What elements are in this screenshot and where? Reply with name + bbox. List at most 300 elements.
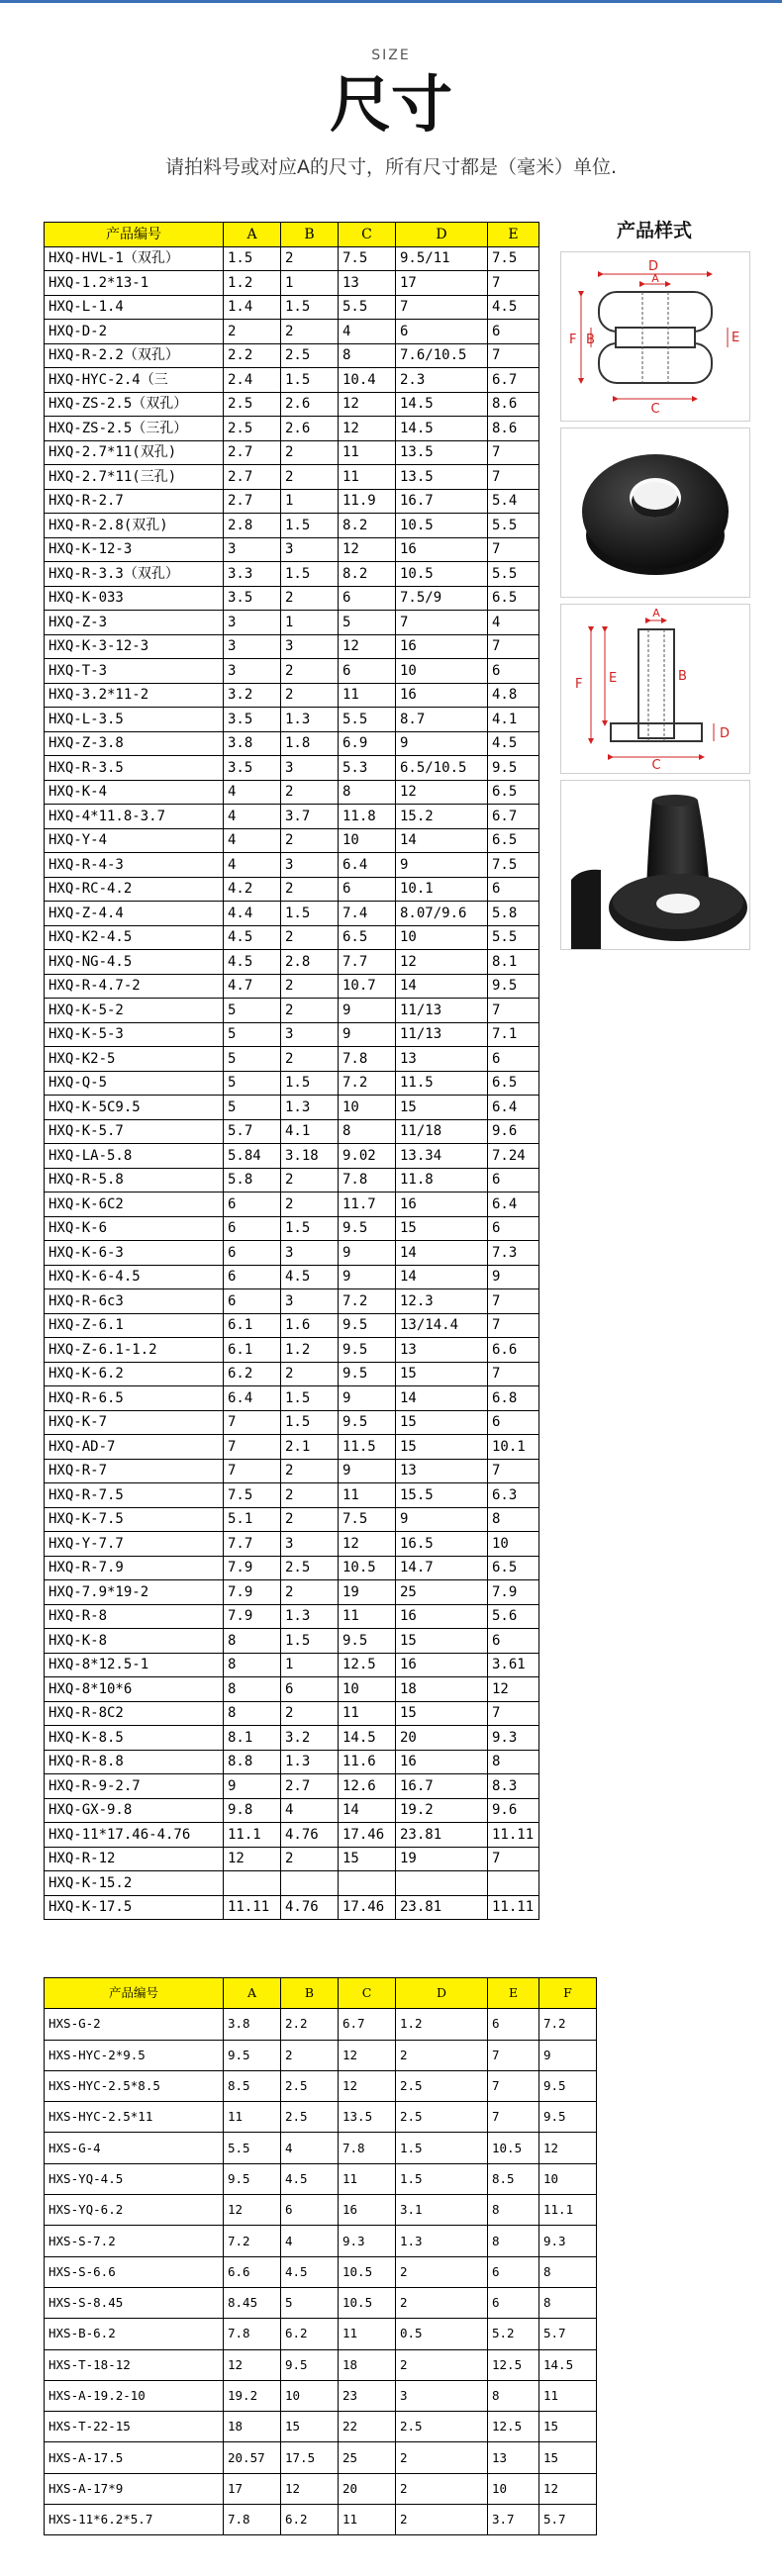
dimension-cell: 10 [396,659,488,684]
dimension-cell: 10 [339,1677,396,1702]
part-number-cell: HXQ-R-8 [45,1604,224,1629]
dimension-cell: 4.2 [224,877,281,902]
part-number-cell: HXQ-R-4-3 [45,853,224,878]
table-row [45,368,539,393]
part-number-cell: HXQ-R-7.5 [45,1483,224,1508]
dimension-cell: 11/18 [396,1119,488,1144]
dimension-cell: 6 [488,877,539,902]
table-row [45,1653,539,1677]
dimension-cell: 11.1 [539,2195,597,2226]
table-row [45,2040,597,2070]
part-number-cell: HXQ-11*17.46-4.76 [45,1823,224,1848]
dimension-cell: 1.2 [396,2009,488,2040]
part-number-cell: HXQ-D-2 [45,320,224,344]
dimension-cell: 10 [539,2163,597,2194]
sleeve-label-d: D [720,726,731,741]
dimension-cell: 1.5 [281,1216,339,1241]
dimension-cell: 7.9 [224,1580,281,1605]
part-number-cell: HXQ-K-3-12-3 [45,634,224,659]
column-header: A [224,223,281,247]
table-row [45,1144,539,1169]
dimension-cell: 6.3 [488,1483,539,1508]
dimension-cell: 4 [224,805,281,829]
dimension-cell: 2 [396,2256,488,2287]
dimension-cell: 5.8 [224,1168,281,1193]
dimension-cell: 5.6 [488,1604,539,1629]
dimension-cell: 12.6 [339,1774,396,1799]
dimension-cell: 6.8 [488,1386,539,1411]
part-number-cell: HXQ-3.2*11-2 [45,683,224,708]
table-row [45,1386,539,1411]
dimension-cell: 10.1 [396,877,488,902]
part-number-cell: HXQ-K-5C9.5 [45,1096,224,1120]
dimension-cell: 2 [281,246,339,271]
dimension-cell: 2 [281,974,339,999]
table-row [45,1604,539,1629]
dimension-cell: 11/13 [396,999,488,1023]
dimension-cell: 5.5 [488,562,539,587]
dimension-cell: 12 [339,537,396,562]
dimension-cell: 8.1 [488,950,539,975]
dimension-cell: 5.2 [488,2319,539,2349]
part-number-cell: HXS-G-2 [45,2009,224,2040]
dimension-cell: 7 [488,2102,539,2133]
dimension-cell: 11.6 [339,1750,396,1774]
part-number-cell: HXS-A-17.5 [45,2442,224,2473]
dimension-cell: 12 [339,392,396,417]
table-row [45,2505,597,2535]
dimension-cell: 7 [488,1362,539,1386]
dimension-cell: 12 [339,417,396,441]
dimension-cell: 2 [281,925,339,950]
dimension-cell [281,1871,339,1896]
part-number-cell: HXQ-R-8C2 [45,1701,224,1726]
dimension-cell: 2.1 [281,1435,339,1460]
dimension-cell: 12 [339,634,396,659]
dimension-cell: 3.2 [281,1726,339,1751]
dimension-cell: 3 [224,537,281,562]
dimension-cell: 8 [339,780,396,805]
dimension-cell: 12.5 [488,2349,539,2380]
table-row [45,925,539,950]
part-number-cell: HXQ-GX-9.8 [45,1798,224,1823]
dimension-cell: 9 [339,1022,396,1047]
dimension-cell: 3 [281,1241,339,1266]
table-row [45,1774,539,1799]
dimension-cell: 6 [488,1047,539,1072]
table-row [45,2163,597,2194]
table-row [45,417,539,441]
dimension-cell: 17.46 [339,1895,396,1920]
dimension-cell: 2.7 [281,1774,339,1799]
part-number-cell: HXQ-R-6.5 [45,1386,224,1411]
dimension-cell: 15 [396,1096,488,1120]
dimension-cell: 2.6 [281,417,339,441]
dimension-cell: 4.1 [281,1119,339,1144]
dimension-cell: 14.5 [539,2349,597,2380]
dimension-cell: 1.5 [281,1386,339,1411]
dimension-cell: 11.8 [396,1168,488,1193]
part-number-cell: HXS-YQ-6.2 [45,2195,224,2226]
dimension-cell: 23.81 [396,1823,488,1848]
dimension-cell: 11.9 [339,489,396,514]
dimension-cell: 2 [396,2505,488,2535]
dimension-cell: 4 [488,611,539,635]
dimension-cell: 14.7 [396,1556,488,1580]
column-header: F [539,1978,597,2009]
dimension-cell: 4 [224,780,281,805]
dimension-cell: 25 [396,1580,488,1605]
dimension-cell: 7.5 [339,246,396,271]
table-row [45,1750,539,1774]
dimension-cell: 2 [281,320,339,344]
column-header: B [281,223,339,247]
dimension-cell: 7 [488,465,539,490]
table-row [45,1410,539,1435]
dimension-cell: 2.2 [224,343,281,368]
dimension-cell: 7 [488,1289,539,1314]
dimension-cell: 2.4 [224,368,281,393]
column-header: D [396,223,488,247]
dimension-cell: 5.5 [339,295,396,320]
part-number-cell: HXS-11*6.2*5.7 [45,2505,224,2535]
dimension-cell: 25 [339,2442,396,2473]
part-number-cell: HXS-HYC-2.5*11 [45,2102,224,2133]
table-row [45,1459,539,1483]
table-row [45,392,539,417]
dimension-cell: 15 [396,1435,488,1460]
dimension-cell: 6.6 [488,1338,539,1363]
dimension-cell: 11 [339,2505,396,2535]
dimension-cell: 4.5 [488,295,539,320]
dimension-cell: 3.1 [396,2195,488,2226]
part-number-cell: HXQ-8*12.5-1 [45,1653,224,1677]
dimension-cell: 10.5 [396,514,488,538]
dimension-cell: 6.4 [488,1193,539,1217]
table-row [45,1871,539,1896]
dimension-cell: 3 [224,634,281,659]
dimension-cell: 3.3 [224,562,281,587]
dimension-cell: 15 [396,1410,488,1435]
dimension-cell: 9.5 [224,2163,281,2194]
dimension-cell: 1.3 [281,1750,339,1774]
dimension-cell: 10 [396,925,488,950]
dimension-cell: 8 [488,2380,539,2411]
dimension-cell: 9 [339,1241,396,1266]
dimension-cell: 1.3 [281,1096,339,1120]
dimension-cell: 7.24 [488,1144,539,1169]
dimension-cell: 6 [224,1289,281,1314]
product-style-title: 产品样式 [616,220,692,241]
dimension-cell: 18 [224,2412,281,2442]
table-row [45,731,539,756]
dimension-cell: 16 [396,1653,488,1677]
table-row [45,2195,597,2226]
dimension-cell: 2.5 [396,2070,488,2101]
dimension-cell: 2.5 [396,2102,488,2133]
dimension-cell: 7 [488,440,539,465]
dimension-cell: 7.5 [339,1507,396,1532]
dimension-cell: 14 [396,1386,488,1411]
dimension-cell: 20 [396,1726,488,1751]
table-row [45,708,539,732]
table-row [45,1580,539,1605]
part-number-cell: HXS-HYC-2.5*8.5 [45,2070,224,2101]
dimension-cell: 9 [224,1774,281,1799]
dimension-cell: 5.8 [488,902,539,926]
part-number-cell: HXQ-K-6-4.5 [45,1265,224,1289]
dimension-cell: 13.5 [396,465,488,490]
dimension-cell: 2 [281,999,339,1023]
dimension-cell: 2 [281,780,339,805]
black-rubber-grommet-photo [560,428,750,598]
dimension-cell: 3 [224,611,281,635]
dimension-cell: 9 [539,2040,597,2070]
table-row [45,1096,539,1120]
table-row [45,2256,597,2287]
dimension-cell: 5.7 [224,1119,281,1144]
column-header: E [488,1978,539,2009]
dimension-cell: 8 [539,2256,597,2287]
dimension-cell: 10.5 [339,2287,396,2318]
part-number-cell: HXS-A-19.2-10 [45,2380,224,2411]
dimension-cell: 7.8 [339,2133,396,2163]
dimension-cell: 5 [224,1096,281,1120]
diagram-label-d: D [647,259,659,274]
dimension-cell: 7.5 [488,853,539,878]
dimension-cell: 5 [224,1022,281,1047]
dimension-cell: 4.7 [224,974,281,999]
dimension-cell: 11 [339,465,396,490]
dimension-cell: 8 [488,1750,539,1774]
dimension-cell: 9.5 [339,1410,396,1435]
part-number-cell: HXQ-ZS-2.5（三孔） [45,417,224,441]
dimension-cell: 5.5 [339,708,396,732]
part-number-cell: HXQ-LA-5.8 [45,1144,224,1169]
dimension-cell: 3 [281,634,339,659]
dimension-cell: 11.1 [224,1823,281,1848]
dimension-cell: 13 [396,1459,488,1483]
sleeve-grommet-size-table [44,1977,597,2535]
table-row [45,1119,539,1144]
dimension-cell: 1.3 [396,2226,488,2256]
table-row [45,514,539,538]
dimension-cell: 6.2 [224,1362,281,1386]
dimension-cell: 6.5 [488,1556,539,1580]
dimension-cell: 20.57 [224,2442,281,2473]
table-row [45,537,539,562]
dimension-cell: 9 [396,1507,488,1532]
dimension-cell: 6 [488,2287,539,2318]
dimension-cell: 3.8 [224,2009,281,2040]
dimension-cell: 6.6 [224,2256,281,2287]
dimension-cell: 10.5 [339,2256,396,2287]
dimension-cell: 7.3 [488,1241,539,1266]
dimension-cell: 7.4 [339,902,396,926]
table-row [45,1022,539,1047]
dimension-cell: 6.5 [339,925,396,950]
part-number-cell: HXQ-8*10*6 [45,1677,224,1702]
dimension-cell: 14.5 [339,1726,396,1751]
part-number-cell: HXQ-7.9*19-2 [45,1580,224,1605]
dimension-cell: 2.7 [224,489,281,514]
dimension-cell: 12.5 [339,1653,396,1677]
dimension-cell: 2 [281,465,339,490]
table-row [45,295,539,320]
dimension-cell: 7 [488,2040,539,2070]
dimension-cell: 19.2 [224,2380,281,2411]
table-row [45,1216,539,1241]
dimension-cell: 9.3 [539,2226,597,2256]
dimension-cell: 6 [281,2195,339,2226]
dimension-cell: 2 [396,2040,488,2070]
dimension-cell: 9 [339,1386,396,1411]
dimension-cell: 6.5 [488,586,539,611]
part-number-cell: HXQ-HYC-2.4（三 [45,368,224,393]
dimension-cell: 11 [339,683,396,708]
dimension-cell: 1.5 [281,562,339,587]
dimension-cell: 11.5 [396,1071,488,1096]
dimension-cell: 2.8 [281,950,339,975]
dimension-cell: 3.61 [488,1653,539,1677]
dimension-cell: 8.5 [488,2163,539,2194]
grommet-size-table [44,222,539,1920]
diagram-label-e: E [732,331,740,345]
dimension-cell: 2 [281,683,339,708]
dimension-cell: 10 [339,828,396,853]
part-number-cell: HXQ-K-5-3 [45,1022,224,1047]
dimension-cell: 7 [488,1313,539,1338]
part-number-cell: HXQ-R-7.9 [45,1556,224,1580]
table-row [45,2473,597,2504]
dimension-cell: 11.7 [339,1193,396,1217]
dimension-cell: 7.8 [224,2319,281,2349]
black-sleeve-grommet-photo [560,780,750,950]
table-row [45,1265,539,1289]
dimension-cell: 12 [539,2133,597,2163]
dimension-cell: 1.3 [281,1604,339,1629]
dimension-cell: 9.5/11 [396,246,488,271]
table-row [45,1532,539,1557]
dimension-cell: 5.84 [224,1144,281,1169]
dimension-cell: 4.1 [488,708,539,732]
dimension-cell: 12 [339,2040,396,2070]
part-number-cell: HXQ-Z-6.1 [45,1313,224,1338]
dimension-cell: 2 [396,2287,488,2318]
part-number-cell: HXQ-K-4 [45,780,224,805]
dimension-cell: 2 [281,1047,339,1072]
dimension-cell: 3 [281,537,339,562]
dimension-cell: 6 [488,1216,539,1241]
part-number-cell: HXQ-Y-4 [45,828,224,853]
dimension-cell: 17.46 [339,1823,396,1848]
part-number-cell: HXQ-2.7*11(双孔) [45,440,224,465]
dimension-cell: 7 [224,1410,281,1435]
table-row [45,1895,539,1920]
part-number-cell: HXQ-L-3.5 [45,708,224,732]
part-number-cell: HXQ-R-2.8(双孔) [45,514,224,538]
table-row [45,1847,539,1871]
dimension-cell: 23 [339,2380,396,2411]
dimension-cell: 17.5 [281,2442,339,2473]
dimension-cell: 8 [224,1677,281,1702]
dimension-cell: 5.4 [488,489,539,514]
dimension-cell: 7 [488,1701,539,1726]
part-number-cell: HXQ-R-2.7 [45,489,224,514]
dimension-cell: 8.3 [488,1774,539,1799]
dimension-cell: 19.2 [396,1798,488,1823]
dimension-cell: 7.5 [488,246,539,271]
dimension-cell: 15 [281,2412,339,2442]
dimension-cell: 10 [488,2473,539,2504]
dimension-cell: 16 [396,683,488,708]
dimension-cell: 9.5 [281,2349,339,2380]
dimension-cell [396,1871,488,1896]
table-row [45,1168,539,1193]
table-row [45,756,539,781]
table-row [45,1507,539,1532]
dimension-cell: 12 [224,2349,281,2380]
dimension-cell: 7 [224,1435,281,1460]
dimension-cell: 2 [224,320,281,344]
dimension-cell: 9.5 [339,1362,396,1386]
table-row [45,1629,539,1654]
dimension-cell: 7.9 [224,1556,281,1580]
table-row [45,1556,539,1580]
dimension-cell: 7.7 [224,1532,281,1557]
dimension-cell: 1.6 [281,1313,339,1338]
dimension-cell: 4.5 [224,925,281,950]
sleeve-label-e: E [609,671,618,686]
part-number-cell: HXQ-NG-4.5 [45,950,224,975]
table-row [45,1193,539,1217]
dimension-cell: 2 [396,2442,488,2473]
dimension-cell: 7 [396,295,488,320]
table-row [45,634,539,659]
dimension-cell: 11 [339,1604,396,1629]
part-number-cell: HXQ-R-5.8 [45,1168,224,1193]
dimension-cell: 2.3 [396,368,488,393]
dimension-cell: 11 [539,2380,597,2411]
dimension-cell: 1 [281,271,339,296]
dimension-cell: 22 [339,2412,396,2442]
dimension-cell: 15.2 [396,805,488,829]
dimension-cell: 9 [396,853,488,878]
dimension-cell: 4.5 [281,1265,339,1289]
table-row [45,1313,539,1338]
dimension-cell: 2 [281,1507,339,1532]
dimension-cell: 9.5 [339,1629,396,1654]
dimension-cell: 11 [339,1483,396,1508]
dimension-cell: 6 [281,1677,339,1702]
page-title: 尺寸 [329,68,452,141]
table-row [45,586,539,611]
dimension-cell: 1 [281,1653,339,1677]
table-row [45,999,539,1023]
dimension-cell: 9 [339,999,396,1023]
dimension-cell: 12 [396,950,488,975]
dimension-cell: 7.7 [339,950,396,975]
dimension-cell: 7 [488,2070,539,2101]
table-row [45,828,539,853]
dimension-cell: 8 [488,2195,539,2226]
dimension-cell: 4 [281,1798,339,1823]
table-row [45,1823,539,1848]
dimension-cell: 7 [488,634,539,659]
part-number-cell: HXQ-K-8 [45,1629,224,1654]
dimension-cell: 9.5 [339,1313,396,1338]
table-row [45,2009,597,2040]
